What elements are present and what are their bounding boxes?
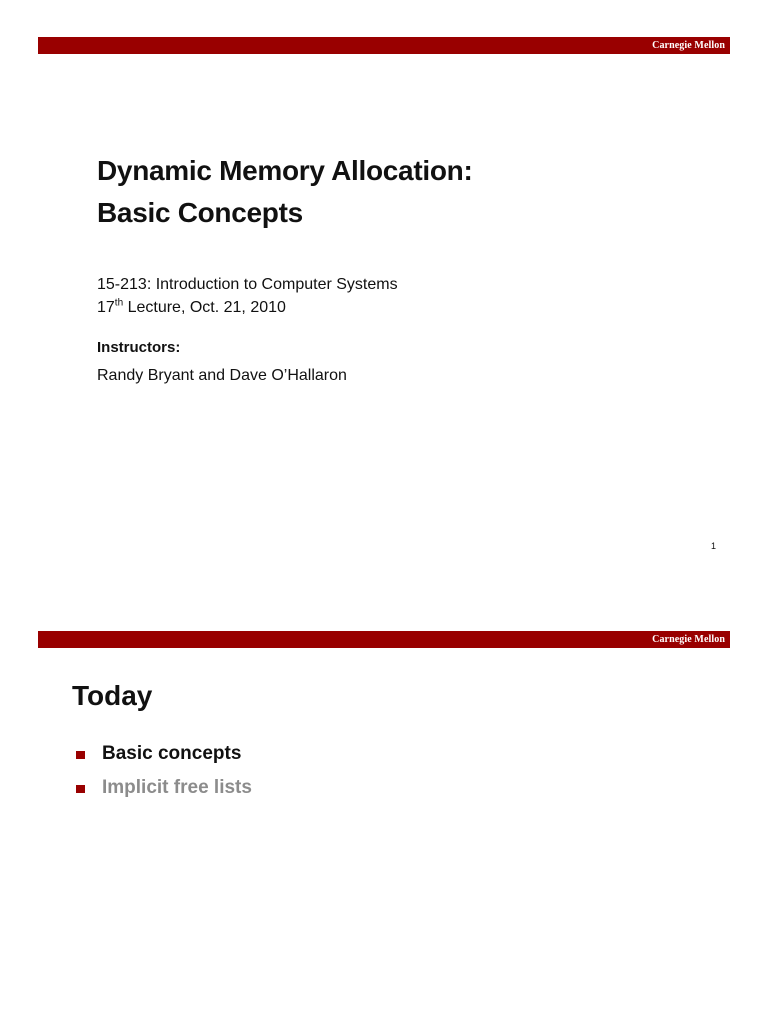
course-line: 15-213: Introduction to Computer Systems [97,276,398,293]
instructors-names: Randy Bryant and Dave O’Hallaron [97,367,347,384]
header-bar [38,631,730,648]
slide-2 [0,594,768,1024]
brand-label: Carnegie Mellon [652,634,725,645]
title-line-1: Dynamic Memory Allocation: [97,155,473,186]
course-info [97,273,398,319]
bullet-list [75,740,252,808]
bullet-square-icon [76,785,85,793]
page-number: 1 [711,541,717,551]
bullet-item-implicit-free-lists [75,774,252,808]
brand-label: Carnegie Mellon [652,40,725,51]
slide-title [97,150,472,234]
bullet-label: Basic concepts [102,743,242,764]
lecture-date: Lecture, Oct. 21, 2010 [123,299,286,316]
lecture-number: 17 [97,299,115,316]
lecture-suffix: th [114,297,124,309]
slide-title: Today [72,680,153,711]
lecture-line [97,296,398,319]
bullet-item-basic-concepts [75,740,252,774]
bullet-label: Implicit free lists [102,777,252,798]
bullet-square-icon [76,751,85,759]
title-line-2: Basic Concepts [97,197,303,228]
instructors-label: Instructors: [97,339,181,356]
header-bar [38,37,730,54]
